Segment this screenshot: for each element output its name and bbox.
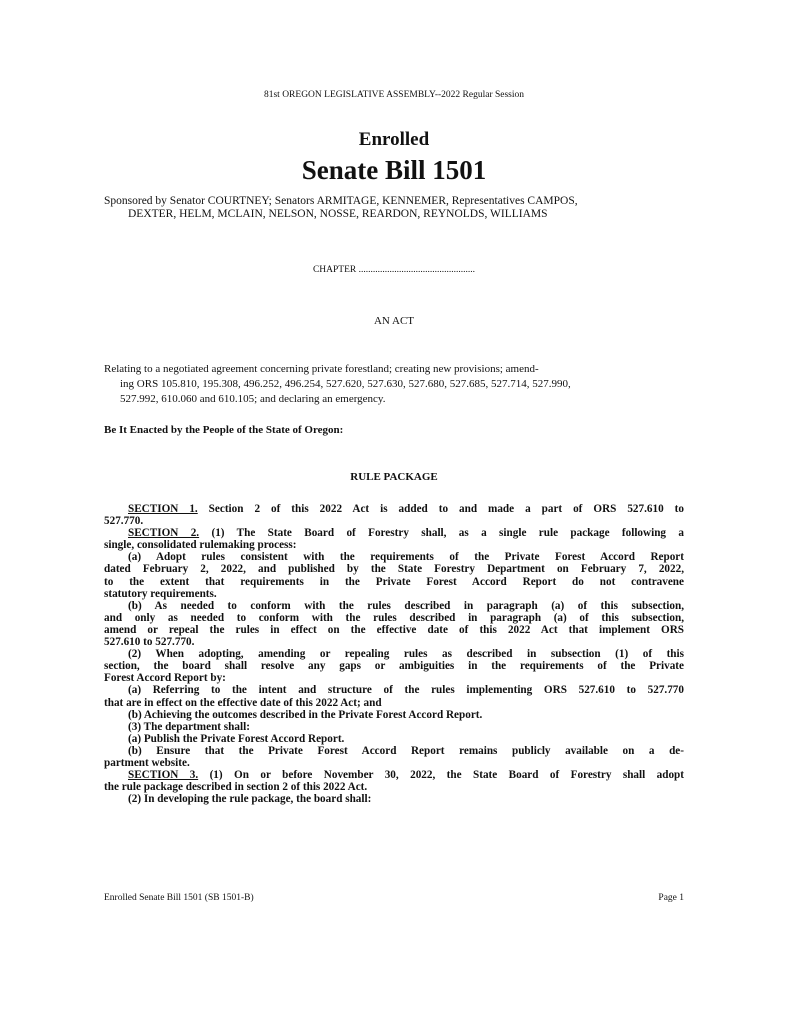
- chapter-line: [104, 265, 684, 275]
- section-2-label: SECTION 2.: [128, 527, 200, 540]
- enacting-clause: Be It Enacted by the People of the State of Oregon:: [104, 424, 344, 436]
- chapter-blank: .................................................: [358, 265, 476, 275]
- body-line: that are in effect on the effective date of this 2022 Act; and: [104, 696, 382, 709]
- relating-clause: [104, 362, 684, 407]
- body-line: statutory requirements.: [104, 587, 217, 600]
- sponsors-line-1: Sponsored by Senator COURTNEY; Senators ARMITAGE, KENNEMER, Representatives CAMPOS,: [104, 195, 578, 207]
- body-line: (2) In developing the rule package, the board shall:: [128, 793, 372, 806]
- relating-line-3: 527.992, 610.060 and 610.105; and declaring an emergency.: [120, 393, 386, 405]
- body-line: (b) As needed to conform with the rules described in paragraph (a) of this subsection,: [128, 599, 684, 612]
- body-line: dated February 2, 2022, and published by the State Forestry Department on February 7, 2022,: [104, 563, 684, 576]
- sponsors-line-2: DEXTER, HELM, MCLAIN, NELSON, NOSSE, REARDON, REYNOLDS, WILLIAMS: [128, 207, 548, 220]
- body-text: (1) The State Board of Forestry shall, as a single rule package following a: [199, 527, 684, 540]
- body-line: 527.770.: [104, 515, 144, 528]
- body-line: [104, 527, 684, 539]
- sponsors-block: [104, 195, 684, 220]
- body-line: Forest Accord Report by:: [104, 672, 226, 685]
- section-heading: RULE PACKAGE: [350, 471, 438, 483]
- body-line: (a) Adopt rules consistent with the requirements of the Private Forest Accord Report: [128, 551, 684, 564]
- body-line: [104, 503, 684, 515]
- body-line: amend or repeal the rules in effect on the effective date of this 2022 Act that implement ORS: [104, 623, 684, 636]
- session-header: 81st OREGON LEGISLATIVE ASSEMBLY--2022 Regular Session: [263, 90, 525, 100]
- enrolled-label: Enrolled: [358, 129, 430, 150]
- body-line: partment website.: [104, 756, 190, 769]
- body-line: (b) Achieving the outcomes described in the Private Forest Accord Report.: [128, 708, 483, 721]
- chapter-label: CHAPTER: [312, 265, 357, 275]
- body-line: section, the board shall resolve any gaps or ambiguities in the requirements of the Private: [104, 660, 684, 673]
- body-line: (3) The department shall:: [128, 720, 250, 733]
- body-line: [104, 769, 684, 781]
- body-line: (a) Referring to the intent and structure of the rules implementing ORS 527.610 to 527.770: [128, 684, 684, 697]
- body-line: to the extent that requirements in the Private Forest Accord Report do not contravene: [104, 575, 684, 588]
- body-text: (1) On or before November 30, 2022, the State Board of Forestry shall adopt: [198, 769, 684, 782]
- body-line: the rule package described in section 2 of this 2022 Act.: [104, 781, 368, 794]
- bill-title: Senate Bill 1501: [301, 155, 487, 185]
- section-1-label: SECTION 1.: [128, 503, 198, 515]
- body-text: Section 2 of this 2022 Act is added to and made a part of ORS 527.610 to: [197, 503, 684, 515]
- body-line: (a) Publish the Private Forest Accord Report.: [128, 732, 345, 745]
- relating-line-1: Relating to a negotiated agreement concerning private forestland; creating new provisions; amend-: [104, 363, 539, 375]
- relating-line-2: ing ORS 105.810, 195.308, 496.252, 496.254, 527.620, 527.630, 527.680, 527.685, 527.714, 527.990,: [120, 378, 571, 390]
- body-line: and only as needed to conform with the rules described in paragraph (a) of this subsection,: [104, 611, 684, 624]
- bill-body: [104, 503, 684, 805]
- body-line: (2) When adopting, amending or repealing rules as described in subsection (1) of this: [128, 648, 684, 661]
- act-heading: AN ACT: [373, 315, 415, 327]
- footer-page-number: Page 1: [658, 893, 684, 903]
- section-3-label: SECTION 3.: [128, 769, 199, 782]
- body-line: (b) Ensure that the Private Forest Accord Report remains publicly available on a de-: [128, 744, 684, 757]
- body-line: single, consolidated rulemaking process:: [104, 539, 297, 552]
- body-line: 527.610 to 527.770.: [104, 636, 195, 649]
- footer-bill-reference: Enrolled Senate Bill 1501 (SB 1501-B): [104, 893, 254, 903]
